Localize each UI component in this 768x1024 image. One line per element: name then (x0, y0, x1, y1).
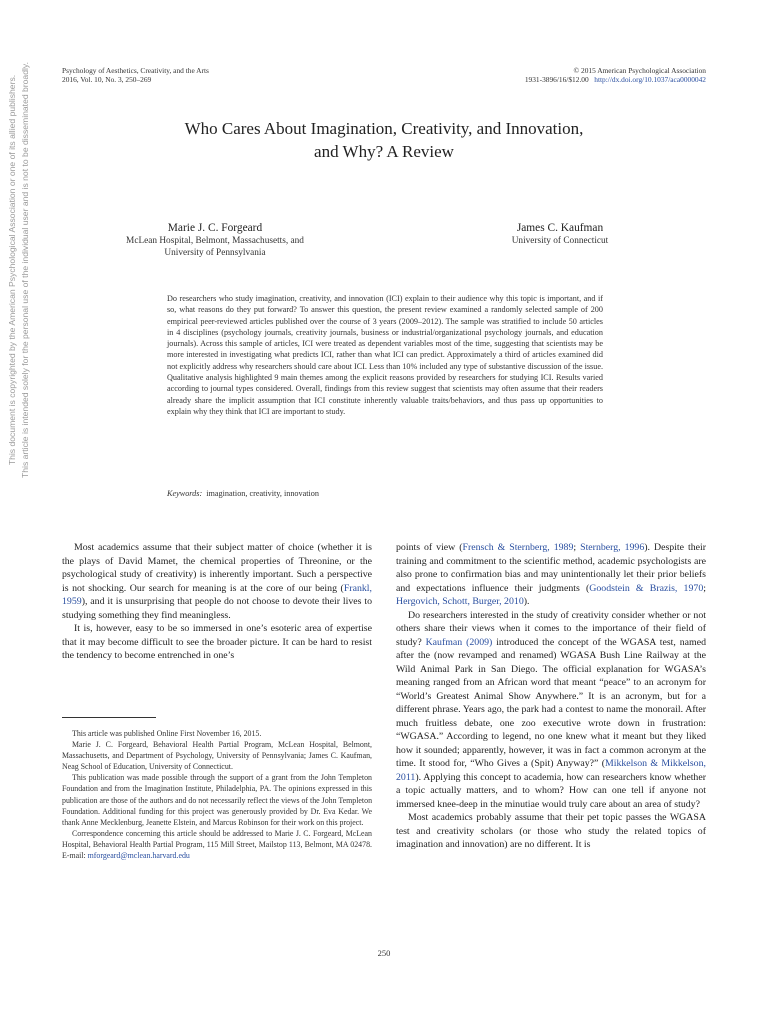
citation-link[interactable]: Sternberg, 1996 (580, 542, 645, 553)
text-span: Do researchers interested in the study of creativity consider whether or not others share their views when it comes to the importance of their field of study? (396, 609, 706, 648)
copyright-header (406, 67, 706, 84)
journal-name: Psychology of Aesthetics, Creativity, and the Arts (62, 66, 209, 75)
footnote: This publication was made possible through the support of a grant from the John Templeton Foundation and from the Imagination Institute, Philadelphia, PA. The opinions expressed in this publication are those of the authors and do not necessarily reflect the views of the John Templeton Foundation. Additional funding for this project was generously provided by Dr. Eva Kedar. We thank Anne Mecklenburg, Jeanette Elstein, and Marcus Robinson for their work on this project. (62, 773, 373, 827)
keywords-label: Keywords: (167, 489, 203, 498)
citation-link[interactable]: Frankl, 1959 (62, 582, 372, 607)
doi-link[interactable]: http://dx.doi.org/10.1037/aca0000042 (594, 74, 706, 84)
body-column-right (396, 541, 706, 852)
footnote-divider (62, 717, 156, 718)
text-span: ), and it is unsurprising that people do not choose to devote their lives to studying something they find meaningless. (62, 596, 372, 621)
page-number: 250 (377, 948, 391, 958)
sidebar-line-1: This document is copyrighted by the American Psychological Association or one of its allied publishers. (7, 74, 17, 466)
article-title (90, 117, 678, 163)
author-name: James C. Kaufman (516, 222, 604, 234)
text-span: ). Applying this concept to academia, how can researchers know whether a topic actually matters, and to whom? How can one tell if anyone not immersed knee-deep in the minutiae would truly care about an area of study? (396, 771, 706, 810)
footnote: Marie J. C. Forgeard, Behavioral Health Partial Program, McLean Hospital, Belmont, Massachusetts, and Department of Psychology, University of Pennsylvania; James C. Kaufman, Neag School of Education, University of Connecticut. (62, 740, 372, 772)
citation-link[interactable]: Goodstein & Brazis, 1970 (589, 582, 704, 594)
issn: 1931-3896/16/$12.00 (524, 74, 589, 84)
journal-volume: 2016, Vol. 10, No. 3, 250–269 (62, 74, 152, 84)
paragraph: Most academics probably assume that their pet topic passes the WGASA test and creativity scholars (or those who study the related topics of imagination and innovation) are no different. It is (396, 812, 706, 850)
text-span: ; (573, 542, 581, 553)
body-column-left (62, 541, 372, 663)
copyright-sidebar (6, 0, 36, 630)
text-span: points of view ( (396, 542, 463, 553)
issn-doi-line (406, 76, 706, 85)
text-span: ; (703, 582, 706, 594)
author-affiliation: McLean Hospital, Belmont, Massachusetts, and (126, 236, 304, 246)
footnotes (62, 728, 372, 861)
text-span: ). Despite their training and commitment to the scientific method, academic psychologists are also prone to confirmation bias and may unintentionally let their prior beliefs and expectations influence their judgments ( (396, 542, 707, 594)
author-affiliation: University of Connecticut (511, 236, 609, 246)
author-name: Marie J. C. Forgeard (167, 222, 263, 234)
abstract: Do researchers who study imagination, creativity, and innovation (ICI) explain to their audience why this topic is important, and if so, what reasons do they put forward? To answer this question, the present review examined a randomly selected sample of 200 empirical peer-reviewed articles published over the course of 3 years (2009–2012). The sample was stratified to include 50 articles in 4 disciplines (psychology journals, creativity journals, business or industrial/organizational psychology journals, and education journals). Across this sample of articles, ICI were treated as dependent variables most of the time, suggesting that scientists may be more interested in investigating what predicts ICI, rather than what ICI can predict. Approximately a third of articles examined did not explicitly address why researchers should care about ICI. Less than 10% included any type of substantive discussion of the issue. Qualitative analysis highlighted 9 main themes among the explicit reasons provided by researchers for studying ICI. Results varied according to journal types considered. Overall, findings from this review suggest that scientists may often assume that their readers already share the implicit assumption that ICI constitute inherently valuable traits/behaviors, and thus pass up opportunities to explain why they think that ICI are important to study. (167, 294, 603, 416)
email-link[interactable]: mforgeard@mclean.harvard.edu (87, 851, 190, 861)
keywords (167, 488, 603, 499)
author-affiliation: University of Pennsylvania (164, 248, 266, 259)
citation-link[interactable]: Hergovich, Schott, Burger, 2010 (396, 596, 524, 607)
title-line-1: Who Cares About Imagination, Creativity, and Innovation, (184, 119, 584, 138)
title-line-2: and Why? A Review (314, 142, 454, 161)
paragraph: It is, however, easy to be so immersed in one’s esoteric area of expertise that it may become difficult to see the broader picture. It can be hard to resist the tendency to become entrenched in one’s (62, 623, 372, 661)
citation-link[interactable]: Kaufman (2009) (425, 636, 493, 648)
paragraph (396, 541, 706, 609)
footnote: This article was published Online First November 16, 2015. (72, 729, 262, 738)
author-block-1 (95, 221, 335, 260)
keywords-text: imagination, creativity, innovation (206, 489, 319, 498)
paragraph (62, 541, 372, 622)
text-span: introduced the concept of the WGASA test, named after the (now revamped and renamed) WGASA Bush Line Railway at the Wild Animal Park in San Diego. The official explanation for WGASA’s meaning ranged from an African word that meant “peace” to an acronym for “World’s Greatest Animal Show Anywhere.” It is an acronym, but for a different phrase. Years ago, the park had a contest to name the monorail. After much fruitless debate, one zoo executive wrote down in frustration: “WGASA.” According to legend, no one knew what it meant but they liked how it sounded; apparently, however, it was in fact a common acronym at the time. It stood for, “Who Gives a (Spit) Anyway?” ( (396, 636, 706, 769)
author-block-2 (460, 221, 660, 247)
text-span: Most academics assume that their subject matter of choice (whether it is the plays of David Mamet, the chemical properties of Threonine, or the psychological study of creativity) is inherently important. Such a perspective is not shocking. Our search for meaning is at the core of our being ( (62, 542, 372, 594)
text-span: Correspondence concerning this article should be addressed to Marie J. C. Forgeard, McLean Hospital, Behavioral Health Partial Program, 115 Mill Street, Mailstop 113, Belmont, MA 02478. E-mail: (62, 828, 372, 861)
paragraph (396, 609, 706, 812)
text-span: ). (523, 596, 530, 607)
citation-link[interactable]: Frensch & Sternberg, 1989 (462, 542, 574, 553)
footnote (62, 828, 372, 861)
copyright-notice: © 2015 American Psychological Association (573, 66, 706, 75)
sidebar-line-2: This article is intended solely for the personal use of the individual user and is not to be disseminated broadly. (20, 62, 30, 478)
citation-link[interactable]: Mikkelson & Mikkelson, 2011 (396, 758, 706, 783)
journal-header (62, 67, 322, 84)
